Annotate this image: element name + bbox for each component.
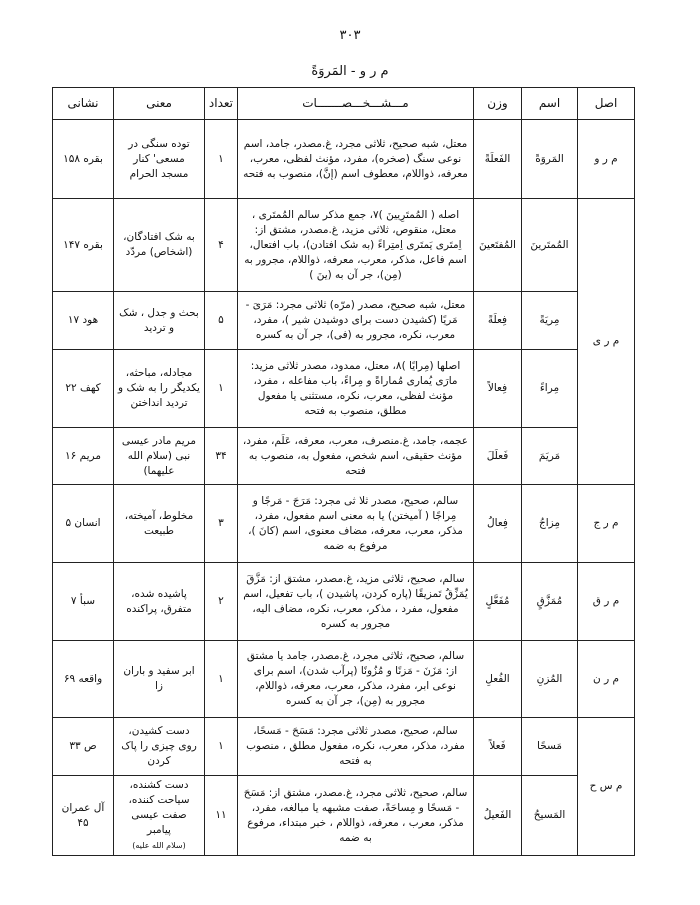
- table-header-row: [53, 88, 635, 120]
- header-meaning: معنی: [114, 88, 205, 120]
- page-title: م ر و - المَروَةً: [311, 64, 389, 79]
- pattern-cell: فَعلاً: [474, 718, 522, 776]
- table-row: [53, 776, 635, 856]
- meaning-cell: به شک افتادگان، (اشخاص) مردّد: [114, 199, 205, 292]
- reference-cell: انسان ۵: [53, 485, 114, 563]
- root-cell: م ر ن: [578, 641, 635, 718]
- reference-cell: مریم ۱۶: [53, 428, 114, 485]
- root-cell: م ر ج: [578, 485, 635, 563]
- reference-cell: ص ۳۳: [53, 718, 114, 776]
- description-cell: معتل، شبه صحیح، مصدر (مرّه) ثلاثی مجرد: مَرَیَ - مَریًا (کشیدن دست برای دوشیدن شیر )، مفرد، معرب، نکره، مجرور به (فی)، جر آن به کسره: [238, 292, 474, 350]
- header-noun: اسم: [522, 88, 578, 120]
- header-count: تعداد: [205, 88, 238, 120]
- meaning-cell: پاشیده شده، متفرق، پراکنده: [114, 563, 205, 641]
- count-cell: ۳: [205, 485, 238, 563]
- reference-cell: آل عمران ۴۵: [53, 776, 114, 856]
- header-description: مـــشـــخـــصـــــــات: [238, 88, 474, 120]
- pattern-cell: الفَعلَةً: [474, 120, 522, 199]
- noun-cell: مِریَةً: [522, 292, 578, 350]
- meaning-cell: مجادله، مباحثه، یکدیگر را به شک و تردید انداختن: [114, 350, 205, 428]
- root-cell: م ر و: [578, 120, 635, 199]
- table-row: [53, 292, 635, 350]
- header-pattern: وزن: [474, 88, 522, 120]
- description-cell: سالم، صحیح، ثلاثی مجرد، غ.مصدر، جامد یا مشتق از: مَزَنَ - مَزنًا و مُزُونًا (پرآب شدن)، اسم برای نوعی ابر، مفرد، مذکر، معرب، معرفه، ذواللام، مجرور به (مِن)، جر آن به کسره: [238, 641, 474, 718]
- meaning-cell: توده سنگی در مسعی' کنار مسجد الحرام: [114, 120, 205, 199]
- description-cell: اصله ( المُمتَرِیینَ )۷، جمع مذکر سالم المُمتَری ، معتل، منقوص، ثلاثی مزید، غ.مصدر، مشتق از: اِمتَری یَمتَری اِمتِراءً (به شک افتادن)، باب افتعال، اسم فاعل، مذکر، معرب، معرفه، ذواللام، مجرور به (مِن)، جر آن به (ینَ ): [238, 199, 474, 292]
- page-number: ۳۰۳: [339, 28, 361, 43]
- count-cell: ۱: [205, 350, 238, 428]
- pattern-cell: مُفَعَّلٍ: [474, 563, 522, 641]
- root-cell: م ر ی: [578, 199, 635, 485]
- description-cell: سالم، صحیح، مصدر ثلاثی مجرد: مَسَحَ - مَسحًا، مفرد، مذکر، معرب، نکره، مفعول مطلق ، منصوب به فتحه: [238, 718, 474, 776]
- meaning-note: (سلام الله علیه): [132, 841, 186, 850]
- root-cell: م ر ق: [578, 563, 635, 641]
- pattern-cell: المُفتَعینَ: [474, 199, 522, 292]
- description-cell: عجمه، جامد، غ.منصرف، معرب، معرفه، عَلَم، مفرد، مؤنث حقیقی، اسم شخص، مفعول به، منصوب به فتحه: [238, 428, 474, 485]
- table-row: [53, 350, 635, 428]
- reference-cell: کهف ۲۲: [53, 350, 114, 428]
- table-row: [53, 428, 635, 485]
- meaning-cell: مخلوط، آمیخته، طبیعت: [114, 485, 205, 563]
- description-cell: اصلها (مِرایًا )۸، معتل، ممدود، مصدر ثلاثی مزید: مارَی یُماری مُماراةً و مِراءً، باب مفاعله ، مفرد، مؤنث لفظی، معرب، نکره، مستثنی یا مفعول مطلق، منصوب به فتحه: [238, 350, 474, 428]
- pattern-cell: فِعلَةً: [474, 292, 522, 350]
- table-row: [53, 718, 635, 776]
- reference-cell: بقره ۱۵۸: [53, 120, 114, 199]
- header-reference: نشانی: [53, 88, 114, 120]
- table-row: [53, 120, 635, 199]
- noun-cell: مَریَمَ: [522, 428, 578, 485]
- pattern-cell: الفَعیلُ: [474, 776, 522, 856]
- meaning-cell: دست کشیدن، روی چیزی را پاک کردن: [114, 718, 205, 776]
- description-cell: سالم، صحیح، ثلاثی مجرد، غ.مصدر، مشتق از: مَسَحَ - مَسحًا و مِساحَةً، صفت مشبهه یا مبالغه، مفرد، مذکر، معرب ، معرفه، ذواللام ، خبر مبتداء، مرفوع به ضمه: [238, 776, 474, 856]
- pattern-cell: الفُعلِ: [474, 641, 522, 718]
- noun-cell: المَروَةً: [522, 120, 578, 199]
- reference-cell: واقعه ۶۹: [53, 641, 114, 718]
- table-row: [53, 485, 635, 563]
- root-cell: م س ح: [578, 718, 635, 856]
- meaning-cell: مریم مادر عیسی نبی (سلام الله علیهما): [114, 428, 205, 485]
- header-root: اصل: [578, 88, 635, 120]
- reference-cell: سبأ ۷: [53, 563, 114, 641]
- reference-cell: هود ۱۷: [53, 292, 114, 350]
- count-cell: ۲: [205, 563, 238, 641]
- noun-cell: مُمَزَّقٍ: [522, 563, 578, 641]
- count-cell: ۱: [205, 641, 238, 718]
- description-cell: سالم، صحیح، مصدر ثلا ثی مجرد: مَرَجَ - مَرجًا و مِراجًا ( آمیختن) یا به معنی اسم مفعول، مفرد، مذکر، معرب، معرفه، مضاف معنوی، اسم (کانَ )، مرفوع به ضمه: [238, 485, 474, 563]
- count-cell: ۳۴: [205, 428, 238, 485]
- noun-cell: المَسیحُ: [522, 776, 578, 856]
- pattern-cell: فِعالاً: [474, 350, 522, 428]
- count-cell: ۴: [205, 199, 238, 292]
- lexicon-table: [52, 87, 635, 856]
- count-cell: ۱: [205, 718, 238, 776]
- noun-cell: مَسحًا: [522, 718, 578, 776]
- count-cell: ۱: [205, 120, 238, 199]
- noun-cell: مِراءً: [522, 350, 578, 428]
- noun-cell: المُزنِ: [522, 641, 578, 718]
- count-cell: ۵: [205, 292, 238, 350]
- count-cell: ۱۱: [205, 776, 238, 856]
- meaning-cell: ابر سفید و باران زا: [114, 641, 205, 718]
- reference-cell: بقره ۱۴۷: [53, 199, 114, 292]
- meaning-text: دست کشنده، سیاحت کننده، صفت عیسی پیامبر: [128, 779, 190, 836]
- noun-cell: مِزاجُ: [522, 485, 578, 563]
- table-row: [53, 563, 635, 641]
- description-cell: معتل، شبه صحیح، ثلاثی مجرد، غ.مصدر، جامد، اسم نوعی سنگ (صخره)، مفرد، مؤنث لفظی، معرب، معرفه، ذواللام، معطوف اسم (إنَّ)، منصوب به فتحه: [238, 120, 474, 199]
- table-row: [53, 641, 635, 718]
- table-row: [53, 199, 635, 292]
- description-cell: سالم، صحیح، ثلاثی مزید، غ.مصدر، مشتق از: مَزَّقَ یُمَزِّقُ تَمزیقًا (پاره کردن، پاشیدن )، باب تفعیل، اسم مفعول، مفرد ، مذکر، معرب، نکره، مضاف الیه، مجرور به کسره: [238, 563, 474, 641]
- meaning-cell: [114, 776, 205, 856]
- pattern-cell: فِعالُ: [474, 485, 522, 563]
- meaning-cell: بحث و جدل ، شک و تردید: [114, 292, 205, 350]
- pattern-cell: فَعلَلَ: [474, 428, 522, 485]
- noun-cell: المُمتَرینَ: [522, 199, 578, 292]
